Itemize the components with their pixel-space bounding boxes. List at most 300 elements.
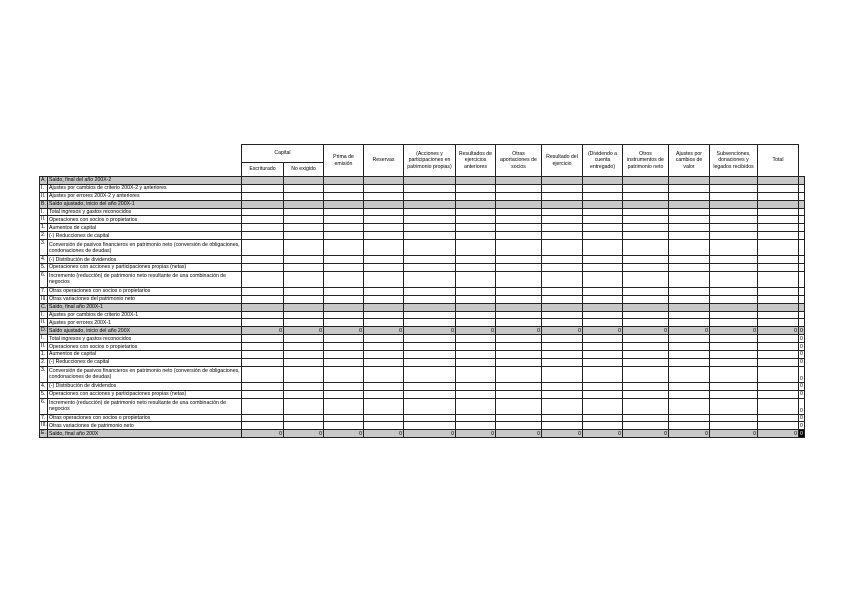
value-cell <box>496 184 542 192</box>
header-escriturado: Escriturado <box>242 163 284 177</box>
value-cell <box>242 311 284 319</box>
value-cell: 0 <box>242 430 284 438</box>
value-cell <box>404 414 456 422</box>
row-label: Incremento (reducción) de patrimonio neto resultante de una combinación de negocios <box>48 398 242 414</box>
value-cell <box>669 232 710 240</box>
value-cell: 0 <box>242 327 284 335</box>
row-label: Total ingresos y gastos reconocidos <box>48 208 242 216</box>
value-cell <box>456 287 496 295</box>
row-label: Ajustes por errores 200X-1 <box>48 319 242 327</box>
value-cell: 0 <box>800 383 803 390</box>
value-cell: 0 <box>284 327 324 335</box>
value-cell <box>799 311 805 319</box>
value-cell <box>496 271 542 287</box>
equity-statement-table <box>39 144 805 438</box>
value-cell <box>456 319 496 327</box>
value-cell <box>242 295 284 303</box>
header-ajustes-valor: Ajustes por cambios de valor <box>669 145 710 177</box>
value-cell <box>364 303 404 311</box>
value-cell <box>324 271 364 287</box>
value-cell <box>623 264 669 272</box>
value-cell <box>623 232 669 240</box>
value-cell <box>404 319 456 327</box>
value-cell <box>710 287 758 295</box>
value-cell <box>324 366 364 382</box>
value-cell <box>364 184 404 192</box>
value-cell <box>583 264 623 272</box>
value-cell <box>710 422 758 430</box>
value-cell: 0 <box>583 327 623 335</box>
value-cell <box>456 184 496 192</box>
header-resultados-anteriores: Resultados de ejercicios anteriores <box>456 145 496 177</box>
value-cell <box>542 184 583 192</box>
value-cell <box>669 390 710 398</box>
value-cell <box>496 335 542 343</box>
value-cell: 0 <box>800 391 803 398</box>
value-cell <box>324 343 364 351</box>
value-cell <box>404 335 456 343</box>
value-cell <box>542 311 583 319</box>
value-cell <box>710 414 758 422</box>
value-cell <box>242 256 284 264</box>
value-cell <box>669 264 710 272</box>
table-row <box>40 200 805 208</box>
value-cell <box>710 311 758 319</box>
value-cell <box>799 240 805 256</box>
header-resultado-ejercicio: Resultado del ejercicio <box>542 145 583 177</box>
row-label: Saldo ajustado, inicio del año 200X <box>48 327 242 335</box>
table-row <box>40 303 805 311</box>
row-label: Aumentos de capital <box>48 224 242 232</box>
header-no-exigido: No exigido <box>284 163 324 177</box>
row-label: (-) Distribución de dividendos <box>48 256 242 264</box>
value-cell <box>496 351 542 359</box>
value-cell <box>542 422 583 430</box>
table-row <box>40 295 805 303</box>
value-cell <box>404 358 456 366</box>
value-cell <box>710 177 758 185</box>
value-cell <box>758 224 799 232</box>
value-cell <box>364 335 404 343</box>
value-cell <box>364 240 404 256</box>
value-cell <box>364 343 404 351</box>
value-cell: 0 <box>623 430 669 438</box>
value-cell <box>456 351 496 359</box>
value-cell <box>669 311 710 319</box>
value-cell: 0 <box>284 430 324 438</box>
value-cell <box>542 264 583 272</box>
value-cell <box>284 216 324 224</box>
value-cell: 0 <box>496 430 542 438</box>
value-cell <box>404 177 456 185</box>
value-cell <box>542 319 583 327</box>
value-cell <box>710 224 758 232</box>
value-cell <box>623 422 669 430</box>
value-cell <box>364 366 404 382</box>
row-index: 5. <box>40 390 48 398</box>
table-row <box>40 271 805 287</box>
value-cell <box>623 224 669 232</box>
table-row <box>40 327 805 335</box>
row-index: III. <box>41 422 47 429</box>
table-row <box>40 184 805 192</box>
table-row <box>40 358 805 366</box>
row-label: Incremento (reducción) de patrimonio neto resultante de una combinación de negocios <box>48 271 242 287</box>
value-cell <box>623 311 669 319</box>
value-cell <box>496 311 542 319</box>
value-cell <box>623 208 669 216</box>
value-cell <box>710 184 758 192</box>
value-cell <box>242 398 284 414</box>
value-cell <box>542 303 583 311</box>
value-cell: 0 <box>669 327 710 335</box>
table-row <box>40 430 805 438</box>
row-label: Saldo, final del año 200X-2 <box>48 177 242 185</box>
table-row <box>40 390 805 398</box>
value-cell: 0 <box>800 335 803 342</box>
row-index: A. <box>41 177 46 183</box>
row-index: 1. <box>40 351 48 359</box>
row-label: Operaciones con acciones y participaciones propias (netas) <box>48 390 242 398</box>
value-cell <box>324 224 364 232</box>
value-cell <box>669 335 710 343</box>
value-cell <box>456 192 496 200</box>
value-cell <box>324 256 364 264</box>
value-cell <box>364 311 404 319</box>
header-blank <box>40 145 242 177</box>
value-cell <box>364 192 404 200</box>
table-row <box>40 232 805 240</box>
value-cell: 0 <box>669 430 710 438</box>
value-cell <box>242 177 284 185</box>
value-cell <box>242 382 284 390</box>
row-label: Ajustes por errores 200X-2 y anteriores <box>48 192 242 200</box>
value-cell <box>284 240 324 256</box>
value-cell <box>758 200 799 208</box>
value-cell: 0 <box>800 359 803 366</box>
value-cell <box>669 287 710 295</box>
value-cell <box>284 303 324 311</box>
table-row <box>40 311 805 319</box>
value-cell <box>284 335 324 343</box>
value-cell <box>242 287 284 295</box>
value-cell <box>364 351 404 359</box>
value-cell <box>799 271 805 287</box>
value-cell <box>542 295 583 303</box>
value-cell <box>583 422 623 430</box>
value-cell <box>324 184 364 192</box>
value-cell: 0 <box>758 430 799 438</box>
row-index: II. <box>40 343 48 351</box>
value-cell <box>324 264 364 272</box>
value-cell <box>324 335 364 343</box>
value-cell <box>758 358 799 366</box>
value-cell <box>404 422 456 430</box>
value-cell <box>404 351 456 359</box>
value-cell: 0 <box>800 430 803 437</box>
value-cell <box>799 264 805 272</box>
value-cell <box>623 271 669 287</box>
row-index: 7. <box>40 414 48 422</box>
value-cell: 0 <box>364 430 404 438</box>
value-cell <box>456 295 496 303</box>
value-cell <box>324 232 364 240</box>
value-cell <box>623 200 669 208</box>
value-cell <box>324 208 364 216</box>
value-cell <box>404 208 456 216</box>
value-cell <box>710 351 758 359</box>
value-cell <box>623 256 669 264</box>
value-cell <box>496 295 542 303</box>
value-cell <box>324 303 364 311</box>
value-cell <box>669 208 710 216</box>
value-cell <box>456 311 496 319</box>
value-cell <box>364 422 404 430</box>
value-cell: 0 <box>800 415 803 422</box>
value-cell <box>456 390 496 398</box>
value-cell <box>583 224 623 232</box>
row-label: Operaciones con socios o propietarios <box>48 216 242 224</box>
value-cell <box>242 358 284 366</box>
value-cell <box>758 287 799 295</box>
value-cell <box>324 311 364 319</box>
value-cell <box>799 224 805 232</box>
value-cell <box>404 295 456 303</box>
value-cell <box>364 382 404 390</box>
header-acciones-propias: (Acciones y participaciones en patrimonio propias) <box>404 145 456 177</box>
value-cell <box>583 192 623 200</box>
value-cell <box>284 192 324 200</box>
value-cell <box>669 184 710 192</box>
value-cell <box>583 351 623 359</box>
value-cell <box>710 366 758 382</box>
value-cell <box>583 184 623 192</box>
value-cell <box>242 184 284 192</box>
value-cell <box>758 192 799 200</box>
row-index: 4. <box>40 256 48 264</box>
value-cell <box>710 382 758 390</box>
value-cell <box>669 366 710 382</box>
table-row <box>40 343 805 351</box>
value-cell <box>799 287 805 295</box>
value-cell <box>404 271 456 287</box>
row-index: I. <box>40 208 48 216</box>
value-cell <box>623 343 669 351</box>
value-cell <box>284 264 324 272</box>
header-capital: Capital <box>242 145 324 163</box>
value-cell <box>404 256 456 264</box>
value-cell <box>284 343 324 351</box>
value-cell <box>799 200 805 208</box>
value-cell <box>364 319 404 327</box>
value-cell <box>669 319 710 327</box>
value-cell <box>542 287 583 295</box>
value-cell <box>324 414 364 422</box>
value-cell <box>242 343 284 351</box>
value-cell <box>758 366 799 382</box>
value-cell <box>799 303 805 311</box>
table-row <box>40 224 805 232</box>
value-cell <box>710 335 758 343</box>
row-index: II. <box>40 216 48 224</box>
header-otras-aportaciones: Otras aportaciones de socios <box>496 145 542 177</box>
value-cell <box>583 177 623 185</box>
row-index: 4. <box>40 382 48 390</box>
value-cell <box>364 224 404 232</box>
table-row <box>40 382 805 390</box>
table-row <box>40 366 805 382</box>
value-cell <box>364 358 404 366</box>
value-cell <box>583 240 623 256</box>
value-cell <box>710 240 758 256</box>
value-cell <box>456 177 496 185</box>
value-cell <box>364 271 404 287</box>
table-row <box>40 335 805 343</box>
value-cell <box>623 303 669 311</box>
value-cell: 0 <box>542 327 583 335</box>
value-cell <box>758 256 799 264</box>
value-cell <box>583 303 623 311</box>
value-cell <box>758 343 799 351</box>
value-cell <box>364 398 404 414</box>
value-cell <box>456 208 496 216</box>
value-cell <box>496 319 542 327</box>
value-cell <box>284 422 324 430</box>
value-cell <box>284 200 324 208</box>
value-cell <box>542 232 583 240</box>
value-cell: 0 <box>542 430 583 438</box>
value-cell <box>669 216 710 224</box>
row-index: 6. <box>40 398 48 414</box>
value-cell <box>669 177 710 185</box>
value-cell <box>710 319 758 327</box>
table-row <box>40 216 805 224</box>
row-index: I. <box>40 311 48 319</box>
value-cell <box>284 224 324 232</box>
value-cell <box>242 414 284 422</box>
header-subvenciones: Subvenciones, donaciones y legados recibidos <box>710 145 758 177</box>
value-cell <box>404 287 456 295</box>
value-cell: 0 <box>324 430 364 438</box>
value-cell <box>456 382 496 390</box>
value-cell <box>542 177 583 185</box>
value-cell <box>542 398 583 414</box>
table-row <box>40 192 805 200</box>
value-cell: 0 <box>710 430 758 438</box>
value-cell <box>710 358 758 366</box>
row-index: 3. <box>40 240 48 256</box>
row-label: Otras operaciones con socios o propietarios <box>48 414 242 422</box>
value-cell <box>758 311 799 319</box>
value-cell <box>284 232 324 240</box>
value-cell <box>542 240 583 256</box>
value-cell <box>583 398 623 414</box>
value-cell <box>669 256 710 264</box>
value-cell <box>456 240 496 256</box>
value-cell <box>364 216 404 224</box>
header-reservas: Reservas <box>364 145 404 177</box>
value-cell <box>758 177 799 185</box>
value-cell <box>623 390 669 398</box>
table-row <box>40 264 805 272</box>
value-cell: 0 <box>758 327 799 335</box>
value-cell <box>669 240 710 256</box>
value-cell <box>542 343 583 351</box>
value-cell <box>758 351 799 359</box>
value-cell <box>324 351 364 359</box>
value-cell <box>542 390 583 398</box>
value-cell <box>456 335 496 343</box>
value-cell <box>364 295 404 303</box>
value-cell <box>542 358 583 366</box>
value-cell <box>284 177 324 185</box>
value-cell <box>496 303 542 311</box>
row-label: Total ingresos y gastos reconocidos <box>48 335 242 343</box>
value-cell <box>324 177 364 185</box>
header-otros-instrumentos: Otros instrumentos de patrimonio neto <box>623 145 669 177</box>
value-cell <box>799 192 805 200</box>
value-cell <box>799 177 805 185</box>
row-label: Conversión de pasivos financieros en patrimonio neto (conversión de obligaciones, condonaciones de deudas) <box>49 368 240 381</box>
value-cell: 0 <box>583 430 623 438</box>
value-cell <box>710 343 758 351</box>
value-cell <box>669 343 710 351</box>
value-cell: 0 <box>800 327 803 334</box>
value-cell <box>456 216 496 224</box>
row-label: Ajustes por cambios de criterio 200X-2 y anteriores <box>48 184 242 192</box>
row-index: I. <box>40 335 48 343</box>
value-cell <box>404 192 456 200</box>
value-cell <box>669 422 710 430</box>
row-index: 2. <box>40 358 48 366</box>
value-cell <box>496 216 542 224</box>
value-cell <box>669 224 710 232</box>
value-cell <box>583 382 623 390</box>
table-row <box>40 319 805 327</box>
value-cell <box>583 271 623 287</box>
value-cell <box>364 414 404 422</box>
table-row <box>40 256 805 264</box>
value-cell <box>542 271 583 287</box>
value-cell <box>364 256 404 264</box>
value-cell <box>758 414 799 422</box>
value-cell: 0 <box>404 430 456 438</box>
value-cell <box>758 398 799 414</box>
value-cell: 0 <box>800 422 803 429</box>
value-cell <box>242 351 284 359</box>
value-cell <box>758 390 799 398</box>
table-row <box>40 414 805 422</box>
value-cell <box>456 343 496 351</box>
value-cell <box>799 216 805 224</box>
row-label: Saldo ajustado, inicio del año 200X-1 <box>48 200 242 208</box>
row-label: Ajustes por cambios de criterio 200X-1 <box>48 311 242 319</box>
value-cell: 0 <box>710 327 758 335</box>
value-cell <box>758 271 799 287</box>
value-cell <box>404 343 456 351</box>
value-cell <box>284 366 324 382</box>
value-cell <box>542 351 583 359</box>
value-cell <box>542 382 583 390</box>
value-cell <box>364 177 404 185</box>
value-cell <box>324 240 364 256</box>
row-index: I. <box>40 184 48 192</box>
value-cell <box>284 351 324 359</box>
value-cell <box>284 382 324 390</box>
value-cell <box>496 398 542 414</box>
value-cell <box>284 319 324 327</box>
value-cell <box>284 295 324 303</box>
